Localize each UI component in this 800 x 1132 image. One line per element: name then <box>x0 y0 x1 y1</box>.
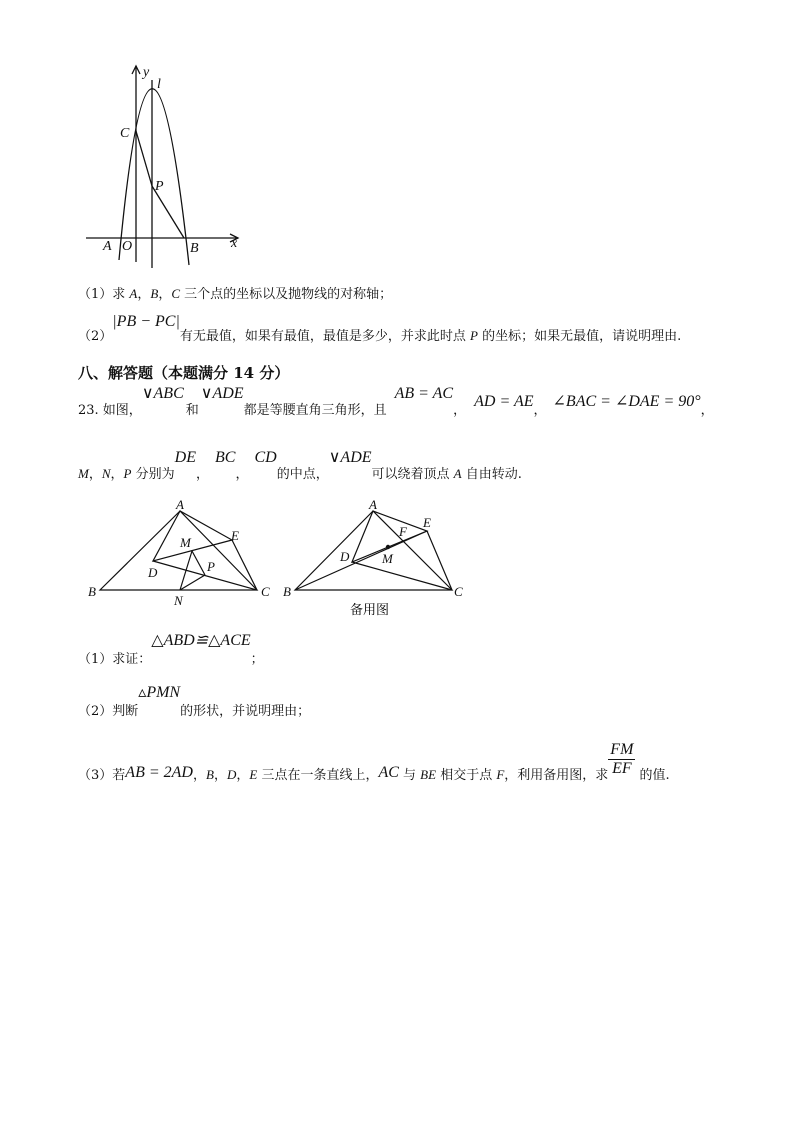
svg-text:D: D <box>148 565 158 580</box>
triangle-ade <box>153 511 232 561</box>
congruence-expression: △ABD≌△ACE <box>151 632 251 649</box>
svg-text:C: C <box>454 584 463 599</box>
eq-ab-ac: AB = AC <box>394 385 454 402</box>
section-heading: 八、解答题（本题满分 14 分） <box>78 364 290 382</box>
triangle-abc: ∨ABC <box>141 385 184 402</box>
label-o: O <box>122 239 133 254</box>
fraction-fm-ef: $\frac{FM}{EF}$ <box>610 741 634 777</box>
svg-text:M: M <box>180 535 191 550</box>
segment-cp <box>136 131 152 186</box>
q23-sub2: （2）判断▵PMN的形状，并说明理由； <box>78 684 311 719</box>
svg-text:F: F <box>399 524 407 539</box>
svg-text:B: B <box>283 584 291 599</box>
abs-expression: |PB − PC| <box>112 313 180 330</box>
q23-line1: 23. 如图，∨ABC和∨ADE都是等腰直角三角形，且AB = AC，AD = AE，∠BAC = ∠DAE = 90°， <box>78 385 714 418</box>
label-c: C <box>120 126 130 141</box>
eq-ad-ae: AD = AE <box>474 393 534 410</box>
svg-text:D: D <box>340 549 350 564</box>
triangle-abc <box>100 511 257 590</box>
q23-sub3: （3）若AB = 2AD，B，D，E 三点在一条直线上，AC 与 BE 相交于点 F，利用备用图，求 $\frac{FM}{EF}$ 的值. <box>78 741 670 783</box>
label-b: B <box>190 241 199 256</box>
triangle-figure-spare <box>278 494 474 624</box>
eq-angles: ∠BAC = ∠DAE = 90° <box>552 393 701 410</box>
label-y: y <box>143 65 150 80</box>
svg-text:N: N <box>174 593 183 608</box>
question-number: 23. 如图， <box>78 403 142 418</box>
q22-part1: （1）求 A，B，C 三个点的坐标以及抛物线的对称轴； <box>78 286 393 302</box>
triangle-figure-main <box>82 494 282 612</box>
label-a: A <box>103 239 112 254</box>
part-number: （2） <box>78 329 113 344</box>
spare-figure-caption: 备用图 <box>350 603 390 618</box>
svg-text:P: P <box>207 559 215 574</box>
svg-text:E: E <box>231 528 239 543</box>
label-p: P <box>155 179 164 194</box>
label-x: x <box>231 236 238 251</box>
label-l: l <box>157 77 161 92</box>
triangle-pmn: ▵PMN <box>138 684 181 701</box>
point-m <box>386 545 390 549</box>
svg-text:A: A <box>176 497 184 512</box>
svg-text:A: A <box>369 497 377 512</box>
parabola-figure <box>80 60 250 275</box>
q22-part2: （2）|PB − PC|有无最值，如果有最值，最值是多少，并求此时点 P 的坐标；如果无最值，请说明理由. <box>78 313 682 344</box>
eq-ab-2ad: AB = 2AD <box>125 764 193 781</box>
q23-line2: M，N，P 分别为DE，BC，CD的中点，∨ADE可以绕着顶点 A 自由转动. <box>78 449 522 482</box>
q23-sub1: （1）求证：△ABD≌△ACE； <box>78 632 264 667</box>
svg-text:C: C <box>261 584 270 599</box>
svg-text:M: M <box>382 551 393 566</box>
svg-text:B: B <box>88 584 96 599</box>
part-number: （1） <box>78 287 113 302</box>
triangle-ade: ∨ADE <box>200 385 244 402</box>
svg-text:E: E <box>423 515 431 530</box>
